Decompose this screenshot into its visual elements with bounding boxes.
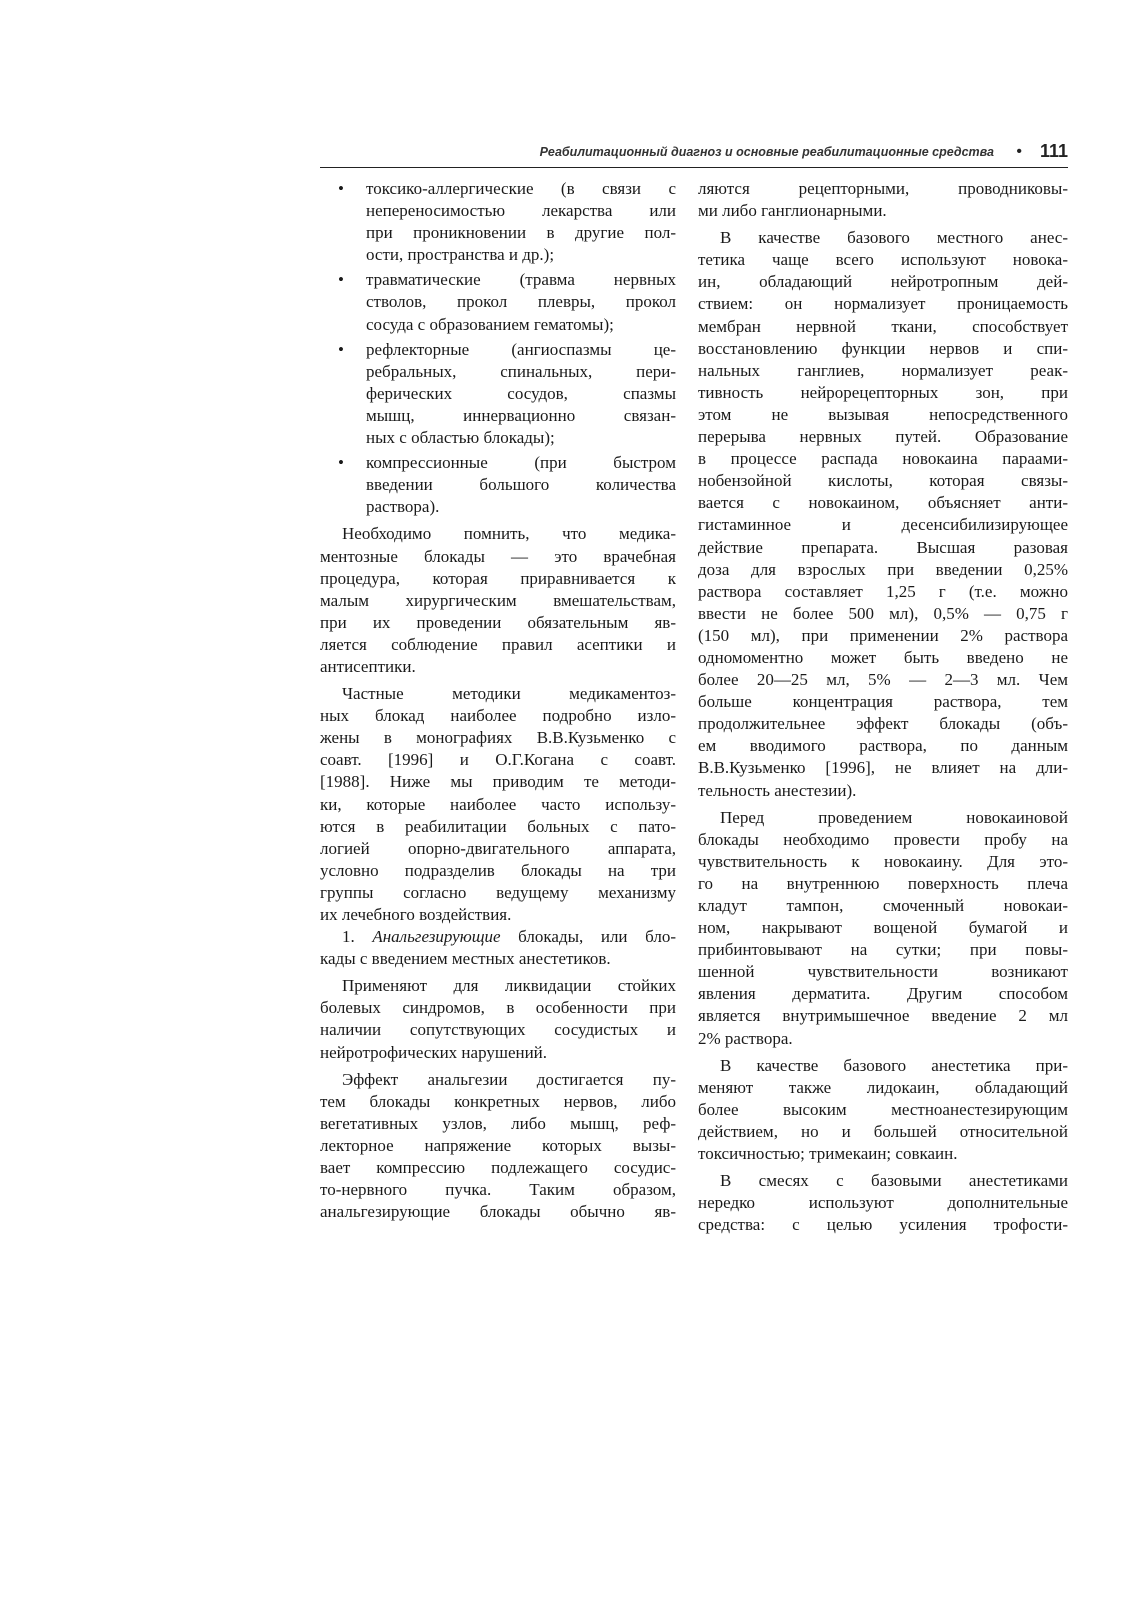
text-line: наличии сопутствующих сосудистых и — [320, 1020, 676, 1040]
text-line: при проникновении в другие пол- — [366, 223, 676, 243]
text-line: раствора). — [366, 497, 440, 517]
text-line: процедура, которая приравнивается к — [320, 568, 676, 588]
text-line: ствием: он нормализует проницаемость — [698, 294, 1068, 314]
text-line: малым хирургическим вмешательствам, — [320, 590, 676, 610]
text-line: ном, накрывают вощеной бумагой и — [698, 918, 1068, 938]
text-line: ных с областью блокады); — [366, 428, 555, 448]
text-line: ввести не более 500 мл), 0,5% — 0,75 г — [698, 603, 1068, 623]
text-line: ин, обладающий нейротропным дей- — [698, 272, 1068, 292]
text-line: травматические (травма нервных — [366, 270, 676, 290]
text-line: антисептики. — [320, 656, 416, 676]
text-line: введении большого количества — [366, 475, 676, 495]
text-line: действием, но и большей относительной — [698, 1121, 1068, 1141]
emphasis-term: Анальгезирующие — [372, 927, 501, 947]
text-line: (150 мл), при применении 2% раствора — [698, 625, 1068, 645]
paragraph — [320, 523, 676, 678]
text-line: ребральных, спинальных, пери- — [366, 361, 676, 381]
text-line: меняют также лидокаин, обладающий — [698, 1077, 1068, 1097]
bullet-icon: • — [338, 453, 344, 473]
list-item — [320, 269, 676, 335]
paragraph — [698, 807, 1068, 1050]
text-line: более 20—25 мл, 5% — 2—3 мл. Чем — [698, 670, 1068, 690]
text-line: В качестве базового местного анес- — [720, 228, 1068, 248]
text-line: вегетативных узлов, либо мышц, реф- — [320, 1113, 676, 1133]
text-line: го на внутреннюю поверхность плеча — [698, 873, 1068, 893]
text-line: тетика чаще всего используют новока- — [698, 250, 1068, 270]
text-line: ляется соблюдение правил асептики и — [320, 634, 676, 654]
text-line: Применяют для ликвидации стойких — [342, 976, 676, 996]
text-line: продолжительнее эффект блокады (объ- — [698, 714, 1068, 734]
text-line: вает компрессию подлежащего сосудис- — [320, 1158, 676, 1178]
text-line: нейротрофических нарушений. — [320, 1042, 548, 1062]
header-bullet: • — [1016, 143, 1022, 160]
text-line: токсичностью; тримекаин; совкаин. — [698, 1144, 958, 1164]
text-line: доза для взрослых при введении 0,25% — [698, 559, 1068, 579]
text-line: нальных ганглиев, нормализует реак- — [698, 360, 1068, 380]
text-line: 2% раствора. — [698, 1028, 793, 1048]
text-line: В.В.Кузьменко [1996], не влияет на дли- — [698, 758, 1068, 778]
right-column — [698, 178, 1068, 1236]
text-line: чувствительность к новокаину. Для это- — [698, 851, 1068, 871]
text-line: рефлекторные (ангиоспазмы це- — [366, 339, 676, 359]
text-line: мембран нервной ткани, способствует — [698, 316, 1068, 336]
text-line: нередко используют дополнительные — [698, 1193, 1068, 1213]
text-line: жены в монографиях В.В.Кузьменко с — [320, 728, 676, 748]
text-line: логией опорно-двигательного аппарата, — [320, 838, 676, 858]
paragraph — [320, 683, 676, 926]
text-line: компрессионные (при быстром — [366, 453, 676, 473]
paragraph — [698, 227, 1068, 801]
text-line: В качестве базового анестетика при- — [720, 1055, 1068, 1075]
text-line: этом не вызывая непосредственного — [698, 404, 1068, 424]
text-line: Необходимо помнить, что медика- — [342, 524, 676, 544]
running-header — [320, 141, 1068, 168]
text-line: мышц, иннервационно связан- — [366, 405, 676, 425]
text-line: соавт. [1996] и О.Г.Когана с соавт. — [320, 750, 676, 770]
text-line: ментозные блокады — это врачебная — [320, 546, 676, 566]
text-line: вается с новокаином, объясняет анти- — [698, 493, 1068, 513]
text-line: ются в реабилитации больных с пато- — [320, 816, 676, 836]
text-line: ляются рецепторными, проводниковы- — [698, 179, 1068, 198]
text-line: ости, пространства и др.); — [366, 245, 555, 265]
text-line: больше концентрация раствора, тем — [698, 692, 1068, 712]
text-line: раствора составляет 1,25 г (т.е. можно — [698, 581, 1068, 601]
text-line: ем вводимого раствора, по данным — [698, 736, 1068, 756]
list-number: 1. — [342, 927, 373, 947]
list-item — [320, 452, 676, 518]
text-line: группы согласно ведущему механизму — [320, 882, 676, 902]
text-line: гистаминное и десенсибилизирующее — [698, 515, 1068, 535]
text-line: тивность нейрорецепторных зон, при — [698, 382, 1068, 402]
bullet-list — [320, 178, 676, 518]
paragraph — [698, 178, 1068, 222]
text-fragment: блокады, или бло- — [500, 927, 676, 947]
text-line: тельность анестезии). — [698, 780, 857, 800]
text-line: стволов, прокол плевры, прокол — [366, 292, 676, 312]
text-line: Частные методики медикаментоз- — [342, 684, 676, 704]
page-number: 111 — [1039, 141, 1068, 161]
text-line: ферических сосудов, спазмы — [366, 383, 676, 403]
text-line: непереносимостью лекарства или — [366, 201, 676, 221]
bullet-icon: • — [338, 179, 344, 198]
text-line — [320, 926, 676, 948]
text-line: ки, которые наиболее часто использу- — [320, 794, 676, 814]
text-line: сосуда с образованием гематомы); — [366, 314, 614, 334]
text-line: блокады необходимо провести пробу на — [698, 829, 1068, 849]
text-line: болевых синдромов, в особенности при — [320, 998, 676, 1018]
text-line: Перед проведением новокаиновой — [720, 807, 1068, 827]
text-line: их лечебного воздействия. — [320, 905, 512, 924]
text-line: перерыва нервных путей. Образование — [698, 427, 1068, 447]
text-line: условно подразделив блокады на три — [320, 860, 676, 880]
text-line: лекторное напряжение которых вызы- — [320, 1135, 676, 1155]
text-line: кады с введением местных анестетиков. — [320, 949, 611, 969]
text-line: восстановлению функции нервов и спи- — [698, 338, 1068, 358]
text-line: явления дерматита. Другим способом — [698, 984, 1068, 1004]
list-item — [320, 178, 676, 266]
text-line: Эффект анальгезии достигается пу- — [342, 1069, 676, 1089]
text-line: токсико-аллергические (в связи с — [366, 179, 676, 198]
text-line: прибинтовывают на сутки; при повы- — [698, 940, 1068, 960]
list-item — [320, 339, 676, 449]
left-column — [320, 178, 676, 1223]
text-line: является внутримышечное введение 2 мл — [698, 1006, 1068, 1026]
text-line: средства: с целью усиления трофости- — [698, 1215, 1068, 1235]
text-line: шенной чувствительности возникают — [698, 962, 1068, 982]
text-line: то-нервного пучка. Таким образом, — [320, 1180, 676, 1200]
text-line: ми либо ганглионарными. — [698, 201, 887, 221]
bullet-icon: • — [338, 270, 344, 290]
bullet-icon: • — [338, 339, 344, 359]
running-header-title: Реабилитационный диагноз и основные реабилитационные средства — [539, 145, 994, 159]
text-line: ных блокад наиболее подробно изло- — [320, 706, 676, 726]
text-line: анальгезирующие блокады обычно яв- — [320, 1202, 676, 1222]
text-line: тем блокады конкретных нервов, либо — [320, 1091, 676, 1111]
text-line: нобензойной кислоты, которая связы- — [698, 471, 1068, 491]
text-line: одномоментно может быть введено не — [698, 647, 1068, 667]
text-line: более высоким местноанестезирующим — [698, 1099, 1068, 1119]
text-line: в процессе распада новокаина парaами- — [698, 449, 1068, 469]
text-line: при их проведении обязательным яв- — [320, 612, 676, 632]
paragraph — [320, 975, 676, 1063]
paragraph — [320, 1069, 676, 1224]
paragraph — [698, 1055, 1068, 1165]
paragraph — [698, 1170, 1068, 1236]
text-line: кладут тампон, смоченный новокаи- — [698, 896, 1068, 915]
paragraph — [320, 926, 676, 970]
text-line: [1988]. Ниже мы приводим те методи- — [320, 772, 676, 792]
text-line: действие препарата. Высшая разовая — [698, 537, 1068, 557]
text-line: В смесях с базовыми анестетиками — [720, 1171, 1068, 1191]
